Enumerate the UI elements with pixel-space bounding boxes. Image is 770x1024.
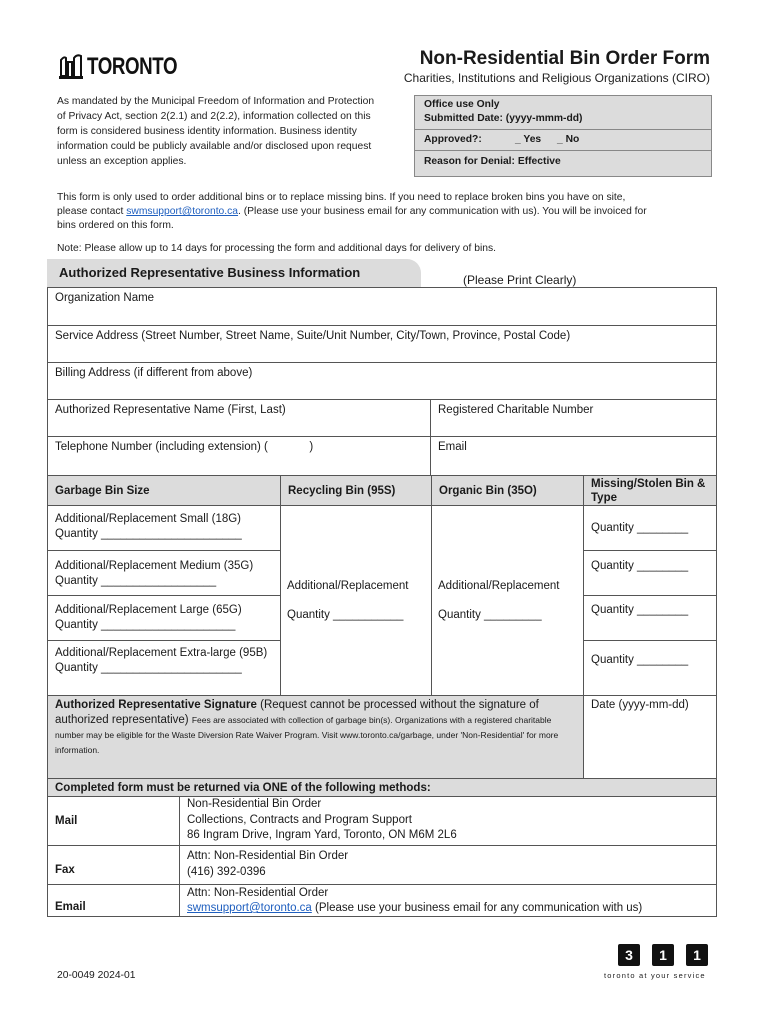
fax-label: Fax (47, 845, 180, 885)
organic-cell[interactable] (431, 505, 584, 696)
charitable-number-label: Registered Charitable Number (438, 404, 594, 416)
missing-medium-quantity[interactable]: Quantity ________ (583, 550, 717, 596)
mail-address (179, 796, 717, 846)
approved-yes[interactable]: _ Yes (515, 134, 542, 145)
organic-quantity: Quantity _________ (438, 609, 542, 621)
mail-label: Mail (47, 796, 180, 846)
section-title: Authorized Representative Business Information (59, 265, 361, 280)
email-field[interactable] (430, 436, 717, 476)
submitted-date-label: Submitted Date: (yyyy-mmm-dd) (424, 113, 583, 124)
charitable-number-field[interactable] (430, 399, 717, 437)
email-note: (Please use your business email for any communication with us) (311, 902, 643, 914)
return-email-link[interactable]: swmsupport@toronto.ca (187, 902, 312, 914)
mail-line-3: 86 Ingram Drive, Ingram Yard, Toronto, ON M6M 2L6 (187, 829, 457, 841)
garbage-medium-row[interactable]: Additional/Replacement Medium (35G) Quantity __________________ (47, 550, 281, 596)
email-method-label: Email (47, 884, 180, 917)
approved-no[interactable]: _ No (557, 134, 580, 145)
signature-field[interactable] (47, 695, 584, 779)
missing-xl-quantity[interactable]: Quantity ________ (583, 640, 717, 696)
fees-note: Fees are associated with collection of garbage bin(s). Organizations with a registered charitable number may be eligible for the Waste Diversion Rate Waiver Program. Visit www.toronto.ca/garbage, under 'Non-Residential' for more information. (55, 715, 559, 755)
signature-label: Authorized Representative Signature (55, 699, 257, 711)
billing-address-field[interactable] (47, 362, 717, 400)
toronto-logo (57, 50, 178, 84)
fax-details (179, 845, 717, 885)
approved-label: Approved?: (424, 134, 482, 145)
intro-part1: This form is only used to order additional bins or to replace missing bins. If you need to replace broken bins you have on site, please contact (57, 192, 626, 217)
missing-large-quantity[interactable]: Quantity ________ (583, 595, 717, 641)
badge-tagline: toronto at your service (604, 971, 706, 980)
rep-name-label: Authorized Representative Name (First, Last) (55, 404, 286, 416)
garbage-large-row[interactable]: Additional/Replacement Large (65G) Quantity _____________________ (47, 595, 281, 641)
form-subtitle: Charities, Institutions and Religious Organizations (CIRO) (403, 71, 710, 85)
mail-line-2: Collections, Contracts and Program Support (187, 813, 412, 826)
intro-text (57, 191, 657, 233)
garbage-xl-row[interactable]: Additional/Replacement Extra-large (95B) Quantity ______________________ (47, 640, 281, 696)
email-details (179, 884, 717, 917)
badge-digit-3: 3 (618, 944, 640, 966)
mail-line-1: Non-Residential Bin Order (187, 798, 322, 810)
form-code: 20-0049 2024-01 (57, 970, 136, 981)
fax-number: (416) 392-0396 (187, 866, 266, 878)
privacy-notice: As mandated by the Municipal Freedom of Information and Protection of Privacy Act, section 2(2.1) and 2(2.2), information collected on this form is considered business identity information. Business identity information could be publicly available and/or disclosed upon request unless an exception applies. (57, 96, 375, 167)
processing-note: Note: Please allow up to 14 days for processing the form and additional days for delivery of bins. (57, 243, 497, 254)
email-label: Email (438, 441, 467, 453)
recycling-bin-header: Recycling Bin (95S) (280, 475, 432, 506)
garbage-bin-header: Garbage Bin Size (47, 475, 281, 506)
organization-name-field[interactable] (47, 287, 717, 326)
office-use-box (414, 95, 712, 177)
section-tab (47, 259, 421, 287)
missing-bin-header: Missing/Stolen Bin & Type (583, 475, 717, 506)
return-methods-header: Completed form must be returned via ONE of the following methods: (47, 778, 717, 797)
organization-name-label: Organization Name (55, 292, 155, 304)
form-title: Non-Residential Bin Order Form (419, 48, 710, 69)
recycling-cell[interactable] (280, 505, 432, 696)
support-email-link[interactable]: swmsupport@toronto.ca (126, 206, 239, 217)
signature-date-field[interactable] (583, 695, 717, 779)
print-clearly-note: (Please Print Clearly) (463, 273, 577, 287)
logo-wordmark: TORONTO (87, 53, 178, 80)
email-line-1: Attn: Non-Residential Order (187, 887, 329, 899)
311-logo (604, 944, 714, 984)
badge-digit-1b: 1 (686, 944, 708, 966)
garbage-small-row[interactable]: Additional/Replacement Small (18G) Quantity ______________________ (47, 505, 281, 551)
badge-digit-1a: 1 (652, 944, 674, 966)
signature-date-label: Date (yyyy-mm-dd) (591, 699, 689, 711)
recycling-quantity: Quantity ___________ (287, 609, 404, 621)
missing-small-quantity[interactable]: Quantity ________ (583, 505, 717, 551)
signature-requirement: (Request cannot be processed without the signature of authorized representative) (55, 699, 539, 726)
billing-address-label: Billing Address (if different from above) (55, 367, 253, 379)
recycling-label: Additional/Replacement (287, 580, 409, 592)
intro-part2: . (Please use your business email for any communication with us). You will be invoiced for bins ordered on this form. (57, 206, 647, 231)
organic-bin-header: Organic Bin (35O) (431, 475, 584, 506)
telephone-label: Telephone Number (including extension) ( ) (55, 441, 314, 453)
telephone-field[interactable] (47, 436, 431, 476)
denial-reason-label: Reason for Denial: Effective (424, 156, 561, 167)
city-hall-icon (57, 50, 85, 84)
fax-line-1: Attn: Non-Residential Bin Order (187, 850, 349, 862)
rep-name-field[interactable] (47, 399, 431, 437)
service-address-field[interactable] (47, 325, 717, 363)
service-address-label: Service Address (Street Number, Street Name, Suite/Unit Number, City/Town, Province, Postal Code) (55, 330, 571, 342)
office-use-title: Office use Only (424, 99, 500, 110)
organic-label: Additional/Replacement (438, 580, 560, 592)
form-grid (47, 287, 717, 917)
